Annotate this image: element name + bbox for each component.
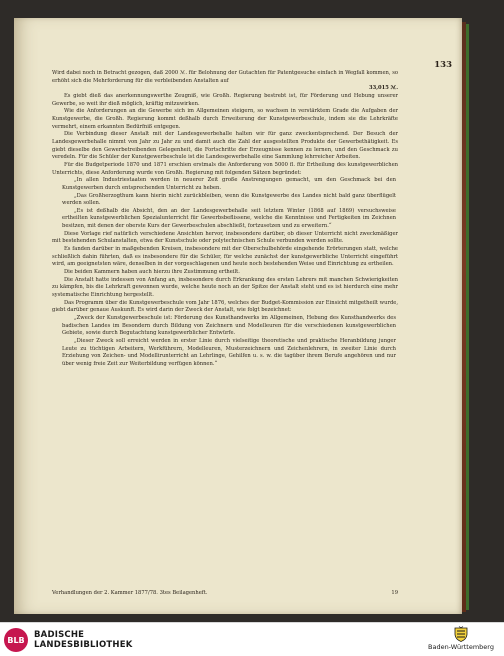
document-page bbox=[14, 18, 462, 614]
paragraph: Es giebt dieß das anerkennungswerthe Zeugniß, wie Großh. Regierung bestrebt ist, für Förderung und Hebung unserer Gewerbe, so weit ihr dieß möglich, kräftig mitzuwirken. bbox=[52, 92, 398, 107]
paragraph: Das Programm über die Kunstgewerbeschule vom Jahr 1876, welches der Budget-Kommission zur Einsicht mitgetheilt wurde, giebt darüber genaue Auskunft. Es wird darin der Zweck der Anstalt, wie folgt bezeichnet: bbox=[52, 299, 398, 314]
quoted-paragraph: „Es ist deßhalb die Absicht, den an der Landesgewerbehalle seit letztem Winter (1868 auf 1869) versuchsweise ertheilten kunstgewerblichen Spezialunterricht für Gewerbsbeflissene, welche die Kenntnisse und Fertigkeiten im Zeichnen besitzen, mit denen der oberste Kurs der Gewerbeschulen abschließt, fortzusetzen und zu erweitern.“ bbox=[62, 207, 396, 230]
paragraph: Diese Vorlage rief natürlich verschiedene Ansichten hervor, insbesondere darüber, ob dieser Unterricht nicht zweckmäßiger mit bestehenden Schulanstalten, etwa der Kunstschule oder polytechnischen Schule verbunden werden sollte. bbox=[52, 230, 398, 245]
footer-signature: 19 bbox=[391, 590, 398, 596]
footer-source: Verhandlungen der 2. Kammer 1877/78. 3tes Beilagenheft. bbox=[52, 590, 208, 596]
blb-logo-icon[interactable]: BLB bbox=[4, 628, 28, 652]
state-name: Baden-Württemberg bbox=[428, 643, 494, 651]
book-cover-edge bbox=[466, 24, 469, 610]
state-coat-of-arms-icon bbox=[454, 626, 468, 642]
quoted-paragraph: „In allen Industriestaaten werden in neuerer Zeit große Anstrengungen gemacht, um den Geschmack bei den Kunstgewerben durch entsprechenden Unterricht zu heben. bbox=[62, 177, 396, 191]
paragraph: Es fanden darüber in maßgebenden Kreisen, insbesondere mit der Oberschulbehörde eingehende Erörterungen statt, welche schließlich dahin führten, daß es insbesondere für die Schüler, für welche zunächst der kunstgewerbliche Unterricht eingeführt wird, am geeignetsten wäre, denselben in der vorgeschlagenen und heute noch bestehenden Weise und Einrichtung zu ertheilen. bbox=[52, 246, 398, 268]
body-text bbox=[52, 70, 398, 369]
amount-line bbox=[52, 85, 398, 93]
paragraph: Die beiden Kammern haben auch hierzu ihre Zustimmung ertheilt. bbox=[64, 269, 240, 276]
quoted-paragraph: „Das Großherzogthum kann hierin nicht zurückbleiben, wenn die Kunstgewerbe des Landes nicht bald ganz überflügelt werden sollen. bbox=[62, 192, 396, 207]
viewer-bottom-bar bbox=[0, 622, 504, 656]
paragraph: Die Verbindung dieser Anstalt mit der Landesgewerbehalle halten wir für ganz zweckentsprechend. Der Besuch der Landesgewerbehalle nimmt von Jahr zu Jahr zu und damit auch die Zahl der ausgestellten Produkte der Gewerbethätigkeit. Es giebt dieselbe den Gewerbetreibenden Gelegenheit, die Fortschritte der Erzeugnisse kennen zu lernen, und den Geschmack zu veredeln. Für die Schüler der Kunstgewerbeschule ist die Landesgewerbehalle eine Sammlung lehrreicher Arbeiten. bbox=[52, 131, 398, 161]
quoted-paragraph: „Zweck der Kunstgewerbeschule ist: Förderung des Kunsthandwerks im Allgemeinen, Hebung des Kunsthandwerks des badischen Landes im Besondern durch Bildung von Zeichnern und Modelleuren für die verschiedenen kunstgewerblichen Gebiete, sowie durch Begutachtung kunstgewerblicher Entwürfe. bbox=[62, 315, 396, 337]
paragraph: Wie die Anforderungen an die Gewerbe sich im Allgemeinen steigern, so wachsen in verstärktem Grade die Aufgaben der Kunstgewerbe, die Großh. Regierung kommt deßhalb durch Erweiterung der Kunstgewerbeschule, indem sie die Lehrkräfte vermehrt, einem erkannten Bedürfniß entgegen. bbox=[52, 108, 398, 130]
quoted-paragraph: „Dieser Zweck soll erreicht werden in erster Linie durch vielseitige theoretische und praktische Heranbildung junger Leute zu tüchtigen Arbeitern, Werkführern, Modelleuren, Musterzeichnern und Zeichenlehrern, in zweiter Linie durch Erziehung von Zeichen- und Modellirunterricht an Lehrlinge, Gehilfen u. s. w. die tagüber ihrem Berufe angehören und nur über wenig freie Zeit zur Weiterbildung verfügen können.“ bbox=[62, 337, 396, 367]
paragraph: Wird dabei noch in Betracht gezogen, daß 2000 ℳ. für Belohnung der Gutachten für Patentgesuche einfach in Wegfall kommen, so erhöht sich die Mehrforderung für die verbleibenden Anstalten auf bbox=[52, 70, 398, 84]
paragraph: Die Anstalt hatte indessen von Anfang an, insbesondere durch Erkrankung des ersten Lehrers mit manchen Schwierigkeiten zu kämpfen, bis die Lehrkraft gewonnen wurde, welche heute noch an der Spitze der Anstalt steht und es ist hierdurch eine mehr systematische Einrichtung hergestellt. bbox=[52, 276, 398, 299]
amount-value: 33,015 ℳ. bbox=[368, 85, 398, 92]
page-number: 133 bbox=[434, 60, 452, 70]
library-name[interactable] bbox=[34, 630, 133, 650]
library-name-line1: BADISCHE bbox=[34, 630, 85, 640]
library-name-line2: LANDESBIBLIOTHEK bbox=[34, 640, 133, 650]
state-logo[interactable] bbox=[426, 626, 496, 654]
page-footer bbox=[52, 590, 398, 596]
paragraph: Für die Budgetperiode 1870 und 1871 erschien erstmals die Anforderung von 5000 fl. für Ertheilung des kunstgewerblichen Unterrichts, diese Anforderung wurde von Großh. Regierung mit folgenden Sätzen begründet: bbox=[52, 161, 398, 176]
